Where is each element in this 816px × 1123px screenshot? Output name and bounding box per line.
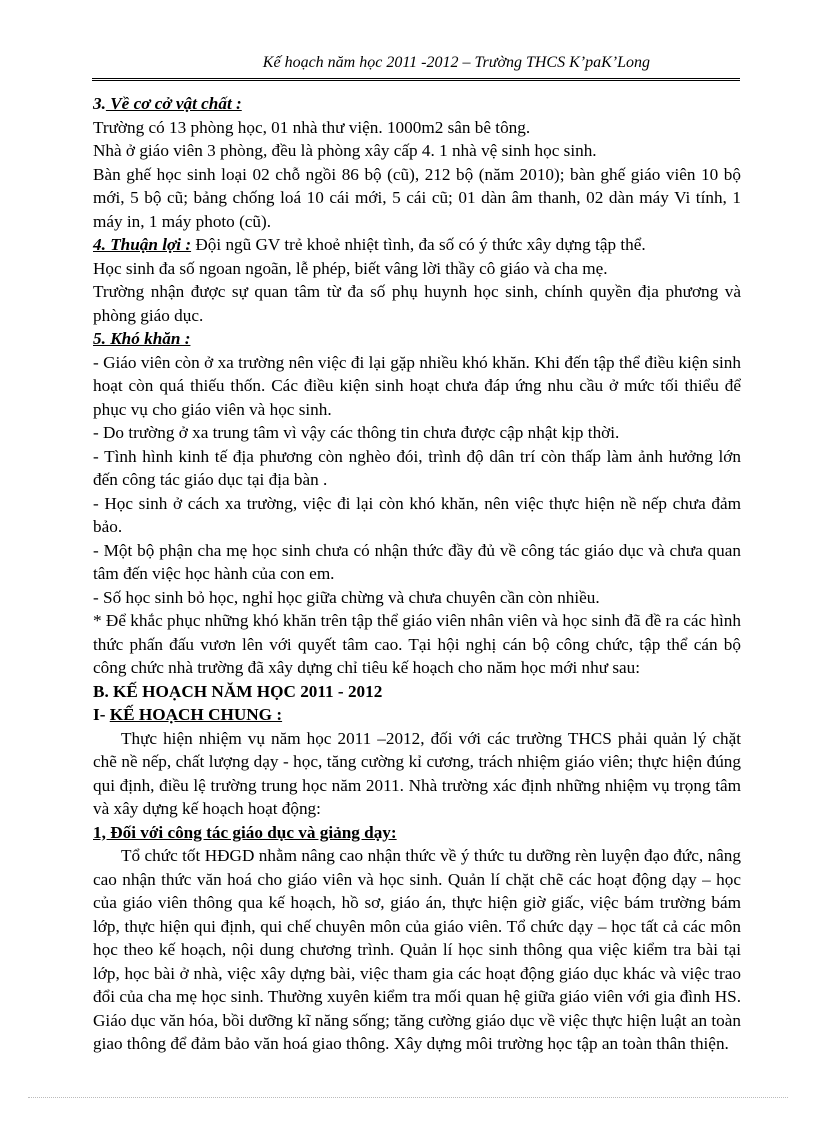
section-5-line: - Số học sinh bỏ học, nghỉ học giữa chừng và chưa chuyên cần còn nhiều. xyxy=(93,587,600,607)
section-5-line: - Tình hình kinh tế địa phương còn nghèo đói, trình độ dân trí còn thấp làm ảnh hưởng lớn đến công tác giáo dục tại địa bàn . xyxy=(93,446,741,489)
header-title: Kế hoạch năm học 2011 -2012 – Trường THCS K’paK’Long xyxy=(262,54,650,71)
section-5-title: 5. Khó khăn : xyxy=(93,329,191,348)
section-4-first-line: Đội ngũ GV trẻ khoẻ nhiệt tình, đa số có ý thức xây dựng tập thể. xyxy=(191,235,646,254)
sub-1-title: 1, Đối với công tác giáo dục và giảng dạy: xyxy=(93,822,397,842)
section-5-line: - Giáo viên còn ở xa trường nên việc đi lại gặp nhiều khó khăn. Khi đến tập thể điều kiện sinh hoạt còn quá thiếu thốn. Các điều kiện sinh hoạt chưa đáp ứng nhu cầu ở mức tối thiểu để phục vụ cho giáo viên và học sinh. xyxy=(93,352,741,419)
section-5-line: - Do trường ở xa trung tâm vì vậy các thông tin chưa được cập nhật kịp thời. xyxy=(93,423,620,442)
part-i-heading xyxy=(93,703,741,727)
part-i-paragraph: Thực hiện nhiệm vụ năm học 2011 –2012, đối với các trường THCS phải quản lý chặt chẽ nề nếp, chất lượng dạy - học, tăng cường kỉ cương, trách nhiệm giáo viên; thực hiện đúng qui định, điều lệ trường trung học năm 2011. Nhà trường xác định những nhiệm vụ trọng tâm và xây dựng kế hoạch hoạt động: xyxy=(93,728,741,818)
part-i-prefix: I- xyxy=(93,705,110,724)
section-3-line: Trường có 13 phòng học, 01 nhà thư viện. 1000m2 sân bê tông. xyxy=(93,117,531,137)
part-b-title: B. KẾ HOẠCH NĂM HỌC 2011 - 2012 xyxy=(93,681,383,701)
section-3-line: Nhà ở giáo viên 3 phòng, đều là phòng xây cấp 4. 1 nhà vệ sinh học sinh. xyxy=(93,141,597,160)
section-4-paragraph xyxy=(93,233,741,257)
section-5-line: - Học sinh ở cách xa trường, việc đi lại còn khó khăn, nên việc thực hiện nề nếp chưa đảm bảo. xyxy=(93,493,741,536)
section-3-line: Bàn ghế học sinh loại 02 chỗ ngồi 86 bộ (cũ), 212 bộ (năm 2010); bàn ghế giáo viên 10 bộ mới, 5 bộ cũ; bảng chống loá 10 cái mới, 5 cái cũ; 01 dàn âm thanh, 02 dàn máy Vi tính, 1 máy in, 1 máy photo (cũ). xyxy=(93,164,741,231)
section-3-heading xyxy=(93,92,741,116)
document-body xyxy=(93,92,741,1056)
section-4-line: Học sinh đa số ngoan ngoãn, lễ phép, biết vâng lời thầy cô giáo và cha mẹ. xyxy=(93,258,608,278)
section-4-title: 4. Thuận lợi : xyxy=(93,235,192,254)
section-3-number: 3. xyxy=(93,94,106,113)
section-3-title: Về cơ cở vật chất : xyxy=(105,94,242,113)
footer-divider xyxy=(28,1097,788,1098)
sub-1-paragraph: Tổ chức tốt HĐGD nhằm nâng cao nhận thức về ý thức tu dưỡng rèn luyện đạo đức, nâng cao nhận thức văn hoá cho giáo viên và học sinh. Quản lí chặt chẽ các hoạt động dạy – học của giáo viên thông qua kế hoạch, hồ sơ, giáo án, thực hiện giờ giấc, việc bám trường bám lớp, thực hiện qui định, qui chế chuyên môn của giáo viên. Tổ chức dạy – học tất cả các môn học theo kế hoạch, nội dung chương trình. Quản lí học sinh thông qua việc kiểm tra bài tại lớp, học bài ở nhà, việc xây dựng bài, việc tham gia các hoạt động giáo dục khác và việc trao đổi của cha mẹ học sinh. Thường xuyên kiểm tra mối quan hệ giữa giáo viên với gia đình HS. Giáo dục văn hóa, bồi dưỡng kĩ năng sống; tăng cường giáo dục về việc thực hiện luật an toàn giao thông để đảm bảo văn hoá giao thông. Xây dựng môi trường học tập an toàn thân thiện. xyxy=(93,846,741,1053)
section-4-line: Trường nhận được sự quan tâm từ đa số phụ huynh học sinh, chính quyền địa phương và phòng giáo dục. xyxy=(93,282,741,325)
section-5-line: - Một bộ phận cha mẹ học sinh chưa có nhận thức đầy đủ về công tác giáo dục và chưa quan tâm đến việc học hành của con em. xyxy=(93,540,741,583)
section-5-line: * Để khắc phục những khó khăn trên tập thể giáo viên nhân viên và học sinh đã đề ra các hình thức phấn đấu vươn lên với quyết tâm cao. Tại hội nghị cán bộ công chức, tập thể cán bộ công chức nhà trường đã xây dựng chỉ tiêu kế hoạch cho năm học mới như sau: xyxy=(93,611,741,677)
page-header xyxy=(92,52,740,81)
part-i-title: KẾ HOẠCH CHUNG : xyxy=(109,705,283,724)
